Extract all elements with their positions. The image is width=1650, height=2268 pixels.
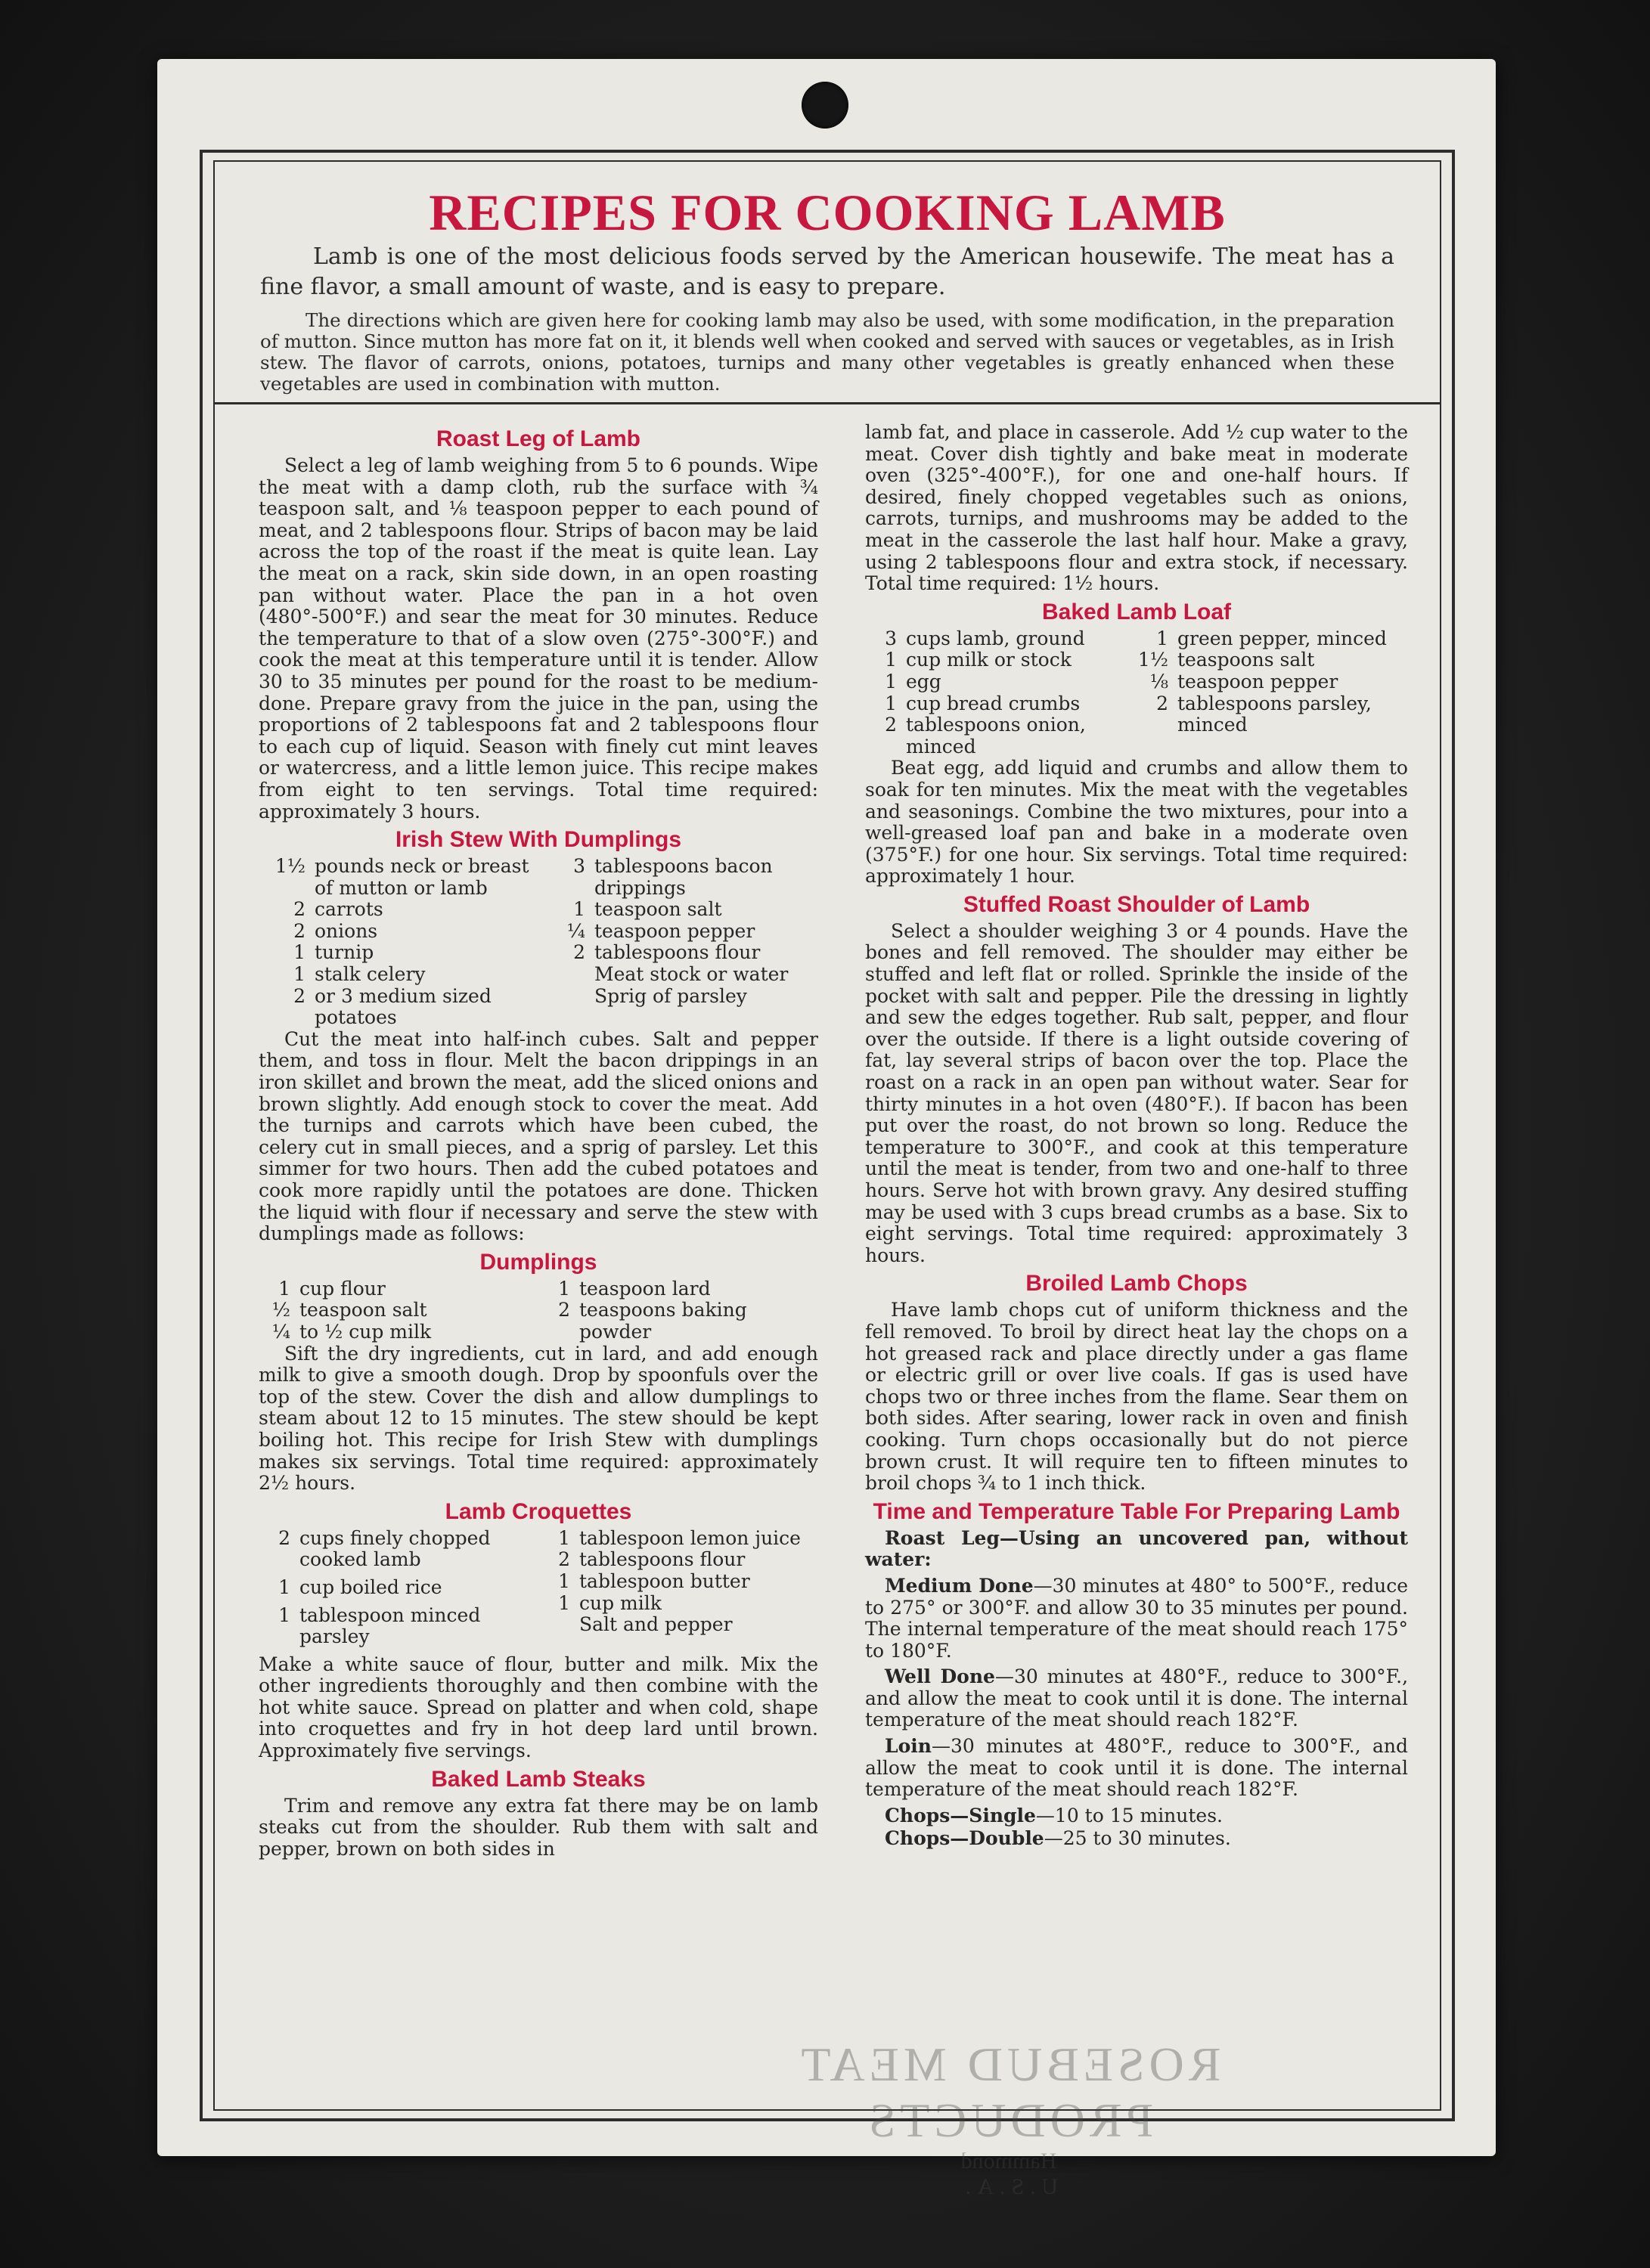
steaks-body-continued: lamb fat, and place in casserole. Add ½ cup water to the meat. Cover dish tightly and bake meat in moderate oven (325°-400°F.), for one and one-half hours. If desired, finely chopped vegetables such as onions, carrots, turnips, and mushrooms may be added to the meat in the casserole the last half hour. Make a gravy, using 2 tablespoons flour and extra stock, if necessary. Total time required: 1½ hours. [865, 421, 1408, 595]
loaf-body: Beat egg, add liquid and crumbs and allow them to soak for ten minutes. Mix the meat with the vegetables and seasonings. Combine the two mixtures, pour into a well-greased loaf pan and bake in a moderate oven (375°F.) for one hour. Six servings. Total time required: approximately 1 hour. [865, 757, 1408, 888]
table-medium-done: Medium Done—30 minutes at 480° to 500°F., reduce to 275° or 300°F. and allow 30 to 35 minutes per pound. The internal temperature of the meat should reach 175° to 180°F. [865, 1574, 1409, 1662]
shoulder-body: Select a shoulder weighing 3 or 4 pounds. Have the bones and fell removed. The shoulder may either be stuffed and left flat or rolled. Sprinkle the inside of the pocket with salt and pepper. Pile the dressing in lightly and sew the edges together. Rub salt, pepper, and flour over the outside. If there is a light outside covering of fat, lay several strips of bacon over the top. Place the roast on a rack in an open pan without water. Sear for thirty minutes in a hot oven (480°F.). If bacon has been put over the roast, do not brown so long. Reduce the temperature to 300°F., and cook at this temperature until the meat is tender, from two and one-half to three hours. Serve hot with brown gravy. Any desired stuffing may be used with 3 cups bread crumbs as a base. Six to eight servings. Total time required: approximately 3 hours. [865, 919, 1408, 1266]
ingredient-row: 2 tablespoons onion, minced [885, 714, 1086, 758]
table-chops-single: Chops—Single—10 to 15 minutes. [885, 1804, 1224, 1826]
irish-stew-heading: Irish Stew With Dumplings [395, 827, 682, 853]
recipe-card [157, 59, 1496, 2199]
card-border [200, 150, 1455, 2199]
chops-heading: Broiled Lamb Chops [1025, 1271, 1248, 1297]
page-title: RECIPES FOR COOKING LAMB [429, 184, 1226, 241]
ingredient-row: 1 stalk celery [293, 963, 426, 986]
ingredient-column [259, 856, 538, 1029]
ingredient-column [865, 628, 1137, 758]
ingredient-row: Sprig of parsley [594, 984, 747, 1007]
ingredient-column [259, 1528, 538, 1654]
ingredient-row: 1 cup boiled rice [278, 1576, 442, 1598]
ingredient-row: 1 cup milk [558, 1591, 662, 1614]
ingredient-row: 2 or 3 medium sized potatoes [293, 984, 492, 1029]
dumplings-ingredients [259, 1278, 818, 1343]
intro-paragraph: Lamb is one of the most delicious foods served by the American housewife. The meat has a fine flavor, a small amount of waste, and is easy to prepare. [260, 243, 1394, 300]
left-column [259, 422, 818, 1860]
ingredient-row: 2 cups finely chopped cooked lamb [278, 1526, 491, 1571]
ingredient-row: 2 onions [293, 919, 378, 942]
ingredient-row: 2 tablespoons parsley, minced [1156, 692, 1372, 736]
hanging-hole [802, 82, 848, 129]
ingredient-column [1137, 628, 1408, 758]
steaks-heading: Baked Lamb Steaks [431, 1766, 646, 1792]
header-divider [215, 402, 1440, 404]
ingredient-column [538, 856, 818, 1029]
ingredient-row: Salt and pepper [579, 1613, 733, 1636]
loaf-heading: Baked Lamb Loaf [1041, 599, 1232, 624]
card-inner-border [213, 160, 1441, 2199]
ingredient-row: 1 tablespoon minced parsley [278, 1603, 481, 1648]
ingredient-row: 1 tablespoon butter [558, 1569, 750, 1592]
bleed-through-stamp: ROSEBUD MEAT PRODUCTS Hammond U.S.A. [796, 2037, 1221, 2199]
croquettes-ingredients [259, 1528, 818, 1654]
ingredient-row: 1 cup milk or stock [885, 649, 1072, 671]
ingredient-row: 3 tablespoons bacon drippings [573, 855, 773, 899]
ingredient-column [538, 1528, 818, 1654]
roast-leg-heading: Roast Leg of Lamb [436, 426, 640, 451]
table-chops-double: Chops—Double—25 to 30 minutes. [885, 1827, 1231, 1850]
intro-note-paragraph: The directions which are given here for cooking lamb may also be used, with some modification, in the preparation of mutton. Since mutton has more fat on it, it blends well when cooked and served with sauces or vegetables, as in Irish stew. The flavor of carrots, onions, potatoes, turnips and many other vegetables is greatly enhanced when these vegetables are used in combination with mutton. [260, 309, 1394, 395]
ingredient-row: 1 cup flour [278, 1277, 386, 1300]
ingredient-row: 2 teaspoons baking powder [558, 1299, 747, 1343]
irish-stew-ingredients [259, 856, 818, 1029]
ingredient-column [538, 1278, 818, 1343]
chops-body: Have lamb chops cut of uniform thickness and the fell removed. To broil by direct heat lay the chops on a hot greased rack and place directly under a gas flame or electric grill or over live coals. If gas is used have chops two or three inches from the flame. Sear them on both sides. After searing, lower rack in oven and finish cooking. Turn chops occasionally but do not pierce brown crust. It will require ten to fifteen minutes to broil chops ¾ to 1 inch thick. [865, 1299, 1408, 1495]
table-roast-leg: Roast Leg—Using an uncovered pan, without water: [865, 1526, 1408, 1571]
irish-stew-body: Cut the meat into half-inch cubes. Salt and pepper them, and toss in flour. Melt the bacon drippings in an iron skillet and brown the meat, add the sliced onions and brown slightly. Add enough stock to cover the meat. Add the turnips and carrots which have been cubed, the celery cut in small pieces, and a sprig of parsley. Let this simmer for two hours. Then add the cubed potatoes and cook more rapidly until the potatoes are done. Thicken the liquid with flour if necessary and serve the stew with dumplings made as follows: [259, 1027, 818, 1245]
ingredient-row: 1 teaspoon salt [573, 898, 722, 921]
ingredient-row: 1 tablespoon lemon juice [558, 1526, 801, 1549]
shoulder-heading: Stuffed Roast Shoulder of Lamb [963, 891, 1310, 917]
dumplings-body: Sift the dry ingredients, cut in lard, and add enough milk to give a smooth dough. Drop by spoonfuls over the top of the stew. Cover the dish and allow dumplings to steam about 12 to 15 minutes. The stew should be kept boiling hot. This recipe for Irish Stew with dumplings makes six servings. Total time required: approximately 2½ hours. [259, 1342, 818, 1495]
ingredient-row: 1 green pepper, minced [1156, 627, 1387, 649]
ingredient-column [259, 1278, 538, 1343]
time-temperature-table [865, 1528, 1408, 1850]
croquettes-heading: Lamb Croquettes [445, 1498, 632, 1524]
ingredient-row: 3 cups lamb, ground [885, 627, 1085, 649]
ingredient-row: 2 tablespoons flour [558, 1548, 746, 1571]
ingredient-row: 1½ teaspoons salt [1137, 649, 1315, 671]
table-loin: Loin—30 minutes at 480°F., reduce to 300°F., and allow the meat to cook until it is done. The internal temperature of the meat should reach 182°F. [865, 1735, 1408, 1801]
table-well-done: Well Done—30 minutes at 480°F., reduce to 300°F., and allow the meat to cook until it is done. The internal temperature of the meat should reach 182°F. [865, 1665, 1409, 1731]
ingredient-row: ¼ to ½ cup milk [271, 1320, 432, 1343]
ingredient-row: 1 cup bread crumbs [885, 692, 1081, 714]
time-table-heading: Time and Temperature Table For Preparing Lamb [873, 1498, 1400, 1524]
steaks-body: Trim and remove any extra fat there may be on lamb steaks cut from the shoulder. Rub them with salt and pepper, brown on both sides in [259, 1794, 818, 1860]
ingredient-row: 1½ pounds neck or breast of mutton or lamb [274, 855, 529, 899]
ingredient-row: ½ teaspoon salt [271, 1299, 427, 1321]
ingredient-row: 2 tablespoons flour [573, 941, 761, 964]
croquettes-body: Make a white sauce of flour, butter and milk. Mix the other ingredients thoroughly and then combine with the hot white sauce. Spread on platter and when cold, shape into croquettes and fry in hot deep lard until brown. Approximately five servings. [259, 1653, 818, 1762]
loaf-ingredients [865, 628, 1408, 758]
dumplings-heading: Dumplings [479, 1249, 597, 1275]
roast-leg-body: Select a leg of lamb weighing from 5 to 6 pounds. Wipe the meat with a damp cloth, rub the surface with ¾ teaspoon salt, and ⅛ teaspoon pepper to each pound of meat, and 2 tablespoons flour. Strips of bacon may be laid across the top of the roast if the meat is quite lean. Lay the meat on a rack, skin side down, in an open roasting pan without water. Place the pan in a hot oven (480°-500°F.) and sear the meat for 30 minutes. Reduce the temperature to that of a slow oven (275°-300°F.) and cook the meat at this temperature until it is tender. Allow 30 to 35 minutes per pound for the roast to be medium-done. Prepare gravy from the juice in the pan, using the proportions of 2 tablespoons fat and 2 tablespoons flour to each cup of liquid. Season with finely cut mint leaves or watercress, and a little lemon juice. This recipe makes from eight to ten servings. Total time required: approximately 3 hours. [259, 454, 818, 823]
right-column [865, 422, 1408, 1854]
ingredient-row: Meat stock or water [594, 963, 789, 986]
ingredient-row: ⅛ teaspoon pepper [1149, 670, 1338, 692]
ingredient-row: 1 egg [885, 670, 941, 692]
ingredient-row: 2 carrots [293, 898, 383, 921]
ingredient-row: 1 turnip [293, 941, 374, 964]
ingredient-row: 1 teaspoon lard [558, 1277, 711, 1300]
ingredient-row: ¼ teaspoon pepper [566, 919, 755, 942]
